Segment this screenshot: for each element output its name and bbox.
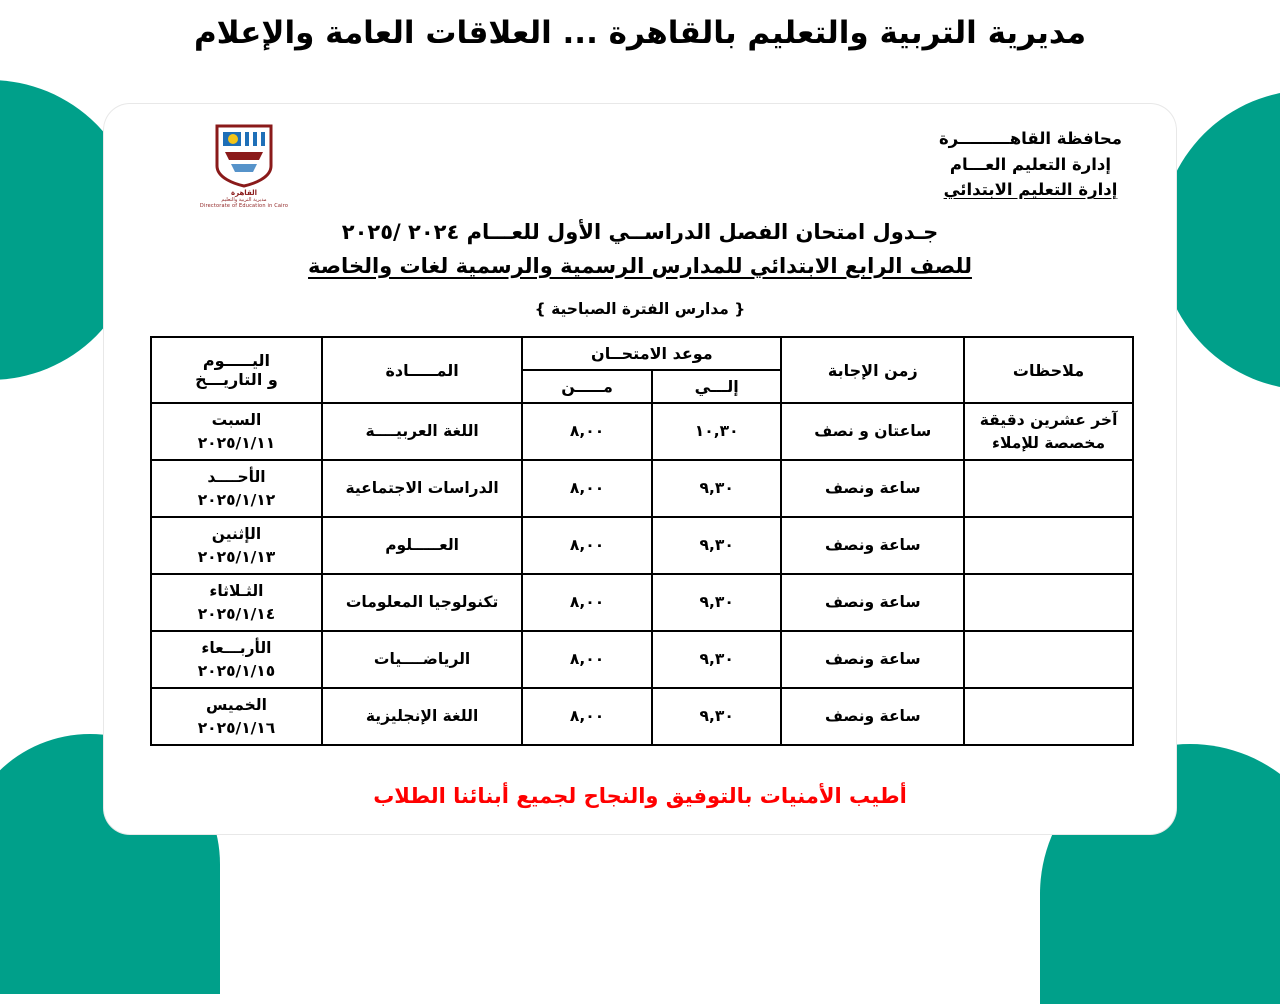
- logo-caption-ar: القاهرة: [230, 189, 258, 197]
- cell-duration: ساعة ونصف: [781, 517, 964, 574]
- gov-heading-line-3: إدارة التعليم الابتدائي: [943, 180, 1118, 200]
- logo-caption-en: Directorate of Education in Cairo: [199, 203, 289, 209]
- page-title: [104, 216, 1176, 283]
- cell-day: الأحــــد: [207, 468, 266, 487]
- banner-title: مديرية التربية والتعليم بالقاهرة ... العلاقات العامة والإعلام: [193, 15, 1087, 51]
- cell-time-to: ١٠,٣٠: [652, 403, 782, 460]
- cell-duration: ساعتان و نصف: [781, 403, 964, 460]
- government-heading: [939, 126, 1122, 203]
- header-subject: المـــــادة: [322, 337, 522, 403]
- cell-day: الخميس: [205, 696, 267, 715]
- table-row: [151, 688, 1133, 745]
- cell-time-to: ٩,٣٠: [652, 460, 782, 517]
- cell-day-date: [151, 460, 322, 517]
- cell-date: ٢٠٢٥/١/١٣: [197, 547, 276, 566]
- banner: [0, 14, 1280, 53]
- cell-notes: [964, 574, 1133, 631]
- exam-schedule-table: [150, 336, 1134, 746]
- cell-day: السبت: [211, 411, 262, 430]
- table-row: [151, 631, 1133, 688]
- page-title-line-1: جـدول امتحان الفصل الدراســي الأول للعـــام ٢٠٢٤ /٢٠٢٥: [341, 220, 939, 244]
- cell-day-date: [151, 574, 322, 631]
- table-row: [151, 403, 1133, 460]
- decorative-corner-top-right: [1160, 90, 1280, 390]
- cell-subject: اللغة العربيــــة: [322, 403, 522, 460]
- cell-notes: [964, 460, 1133, 517]
- header-duration: زمن الإجابة: [781, 337, 964, 403]
- cell-notes: [964, 517, 1133, 574]
- cell-notes: [964, 688, 1133, 745]
- cell-notes: [964, 631, 1133, 688]
- table-header: [151, 337, 1133, 403]
- page-subtitle: { مدارس الفترة الصباحية }: [534, 300, 746, 318]
- header-day: اليـــــوم: [202, 351, 271, 370]
- page-title-line-2: للصف الرابع الابتدائي للمدارس الرسمية والرسمية لغات والخاصة: [308, 253, 972, 278]
- cell-day: الأربـــعاء: [201, 639, 272, 658]
- logo-caption-sub: مديرية التربية والتعليم: [221, 197, 267, 203]
- cell-time-to: ٩,٣٠: [652, 517, 782, 574]
- cell-subject: تكنولوجيا المعلومات: [322, 574, 522, 631]
- header-time-to: إلـــي: [652, 370, 782, 403]
- cell-time-to: ٩,٣٠: [652, 688, 782, 745]
- cell-day-date: [151, 403, 322, 460]
- cell-date: ٢٠٢٥/١/١٥: [197, 661, 276, 680]
- header-exam-time: موعد الامتحــان: [522, 337, 781, 370]
- document-sheet: [104, 104, 1176, 834]
- cell-time-from: ٨,٠٠: [522, 460, 652, 517]
- cell-date: ٢٠٢٥/١/١٤: [197, 604, 276, 623]
- logo-block: [184, 122, 304, 222]
- cell-time-to: ٩,٣٠: [652, 631, 782, 688]
- cell-subject: اللغة الإنجليزية: [322, 688, 522, 745]
- cell-day: الثـلاثاء: [209, 582, 264, 601]
- cell-notes: آخر عشرين دقيقة مخصصة للإملاء: [964, 403, 1133, 460]
- cell-time-from: ٨,٠٠: [522, 631, 652, 688]
- cell-day-date: [151, 631, 322, 688]
- header-time-from: مـــــن: [522, 370, 652, 403]
- cell-duration: ساعة ونصف: [781, 688, 964, 745]
- cell-time-from: ٨,٠٠: [522, 688, 652, 745]
- gov-heading-line-1: محافظة القاهـــــــــرة: [938, 129, 1122, 148]
- cell-time-from: ٨,٠٠: [522, 574, 652, 631]
- cell-subject: الدراسات الاجتماعية: [322, 460, 522, 517]
- cell-duration: ساعة ونصف: [781, 460, 964, 517]
- cell-date: ٢٠٢٥/١/١١: [197, 433, 276, 452]
- cell-duration: ساعة ونصف: [781, 574, 964, 631]
- cell-time-from: ٨,٠٠: [522, 403, 652, 460]
- footer-wish: أطيب الأمنيات بالتوفيق والنجاح لجميع أبنائنا الطلاب: [373, 784, 907, 808]
- cairo-directorate-logo-icon: [213, 122, 275, 188]
- cell-date: ٢٠٢٥/١/١٦: [197, 718, 276, 737]
- cell-day: الإثنين: [211, 525, 262, 544]
- table-row: [151, 574, 1133, 631]
- header-date: و التاريـــخ: [195, 370, 278, 389]
- cell-subject: العـــــلوم: [322, 517, 522, 574]
- table-body: [151, 403, 1133, 745]
- exam-table-wrapper: [150, 336, 1134, 746]
- cell-subject: الرياضــــيات: [322, 631, 522, 688]
- cell-duration: ساعة ونصف: [781, 631, 964, 688]
- header-day-date: [151, 337, 322, 403]
- header-notes: ملاحظات: [964, 337, 1133, 403]
- gov-heading-line-2: إدارة التعليم العـــام: [949, 154, 1112, 174]
- cell-time-to: ٩,٣٠: [652, 574, 782, 631]
- cell-date: ٢٠٢٥/١/١٢: [197, 490, 276, 509]
- table-row: [151, 517, 1133, 574]
- table-header-row-1: [151, 337, 1133, 370]
- table-row: [151, 460, 1133, 517]
- cell-day-date: [151, 517, 322, 574]
- cell-time-from: ٨,٠٠: [522, 517, 652, 574]
- cell-day-date: [151, 688, 322, 745]
